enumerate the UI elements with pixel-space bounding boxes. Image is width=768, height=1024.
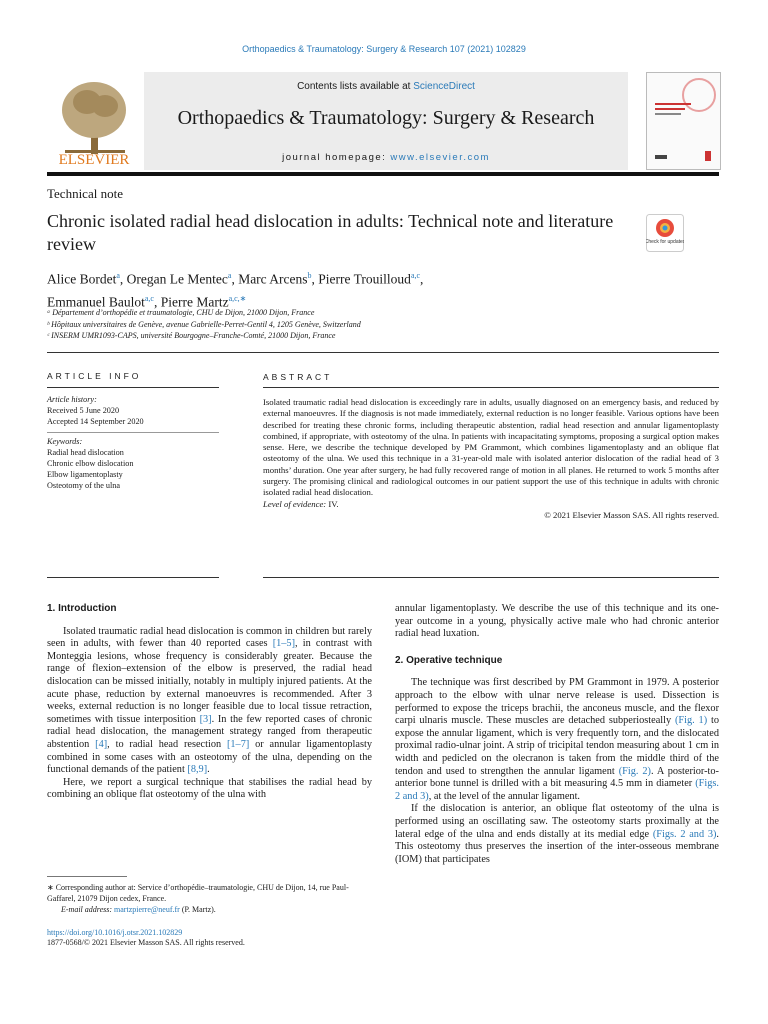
elsevier-logo bbox=[47, 72, 142, 170]
citation-link[interactable]: [8,9] bbox=[187, 764, 208, 776]
divider bbox=[263, 387, 719, 388]
header-rule bbox=[47, 172, 719, 176]
article-type: Technical note bbox=[47, 186, 123, 201]
svg-text:Check for updates: Check for updates bbox=[646, 239, 684, 245]
figure-link[interactable]: (Fig. 2) bbox=[618, 765, 651, 777]
affiliations bbox=[47, 307, 361, 342]
affiliation: ᵇ Hôpitaux universitaires de Genève, avenue Gabrielle-Perret-Gentil 4, 1205 Genève, Switzerland bbox=[47, 319, 361, 329]
email-link[interactable]: martzpierre@neuf.fr bbox=[114, 905, 180, 914]
doi-link[interactable]: https://doi.org/10.1016/j.otsr.2021.102829 bbox=[47, 928, 183, 937]
section-heading-introduction: 1. Introduction bbox=[47, 603, 117, 614]
accepted-date: Accepted 14 September 2020 bbox=[47, 417, 144, 426]
journal-banner bbox=[47, 72, 719, 170]
journal-reference[interactable]: Orthopaedics & Traumatology: Surgery & Research 107 (2021) 102829 bbox=[242, 44, 526, 54]
intro-paragraph-2: Here, we report a surgical technique that stabilises the radial head by combining an oblique flat osteotomy of the ulna with bbox=[47, 776, 372, 801]
check-for-updates-badge[interactable] bbox=[646, 214, 684, 252]
article-title: Chronic isolated radial head dislocation in adults: Technical note and literature review bbox=[47, 211, 614, 254]
article-info: Article history: Received 5 June 2020 Accepted 14 September 2020 Keywords: Radial head dislocation Chronic elbow dislocation Elbow ligamentoplasty Osteotomy of the ulna bbox=[47, 394, 219, 491]
citation-link[interactable]: [4] bbox=[95, 738, 108, 750]
author: Pierre Trouilloud bbox=[318, 271, 411, 287]
journal-title: Orthopaedics & Traumatology: Surgery & Research bbox=[177, 107, 595, 129]
publisher-name: ELSEVIER bbox=[58, 152, 130, 168]
journal-title-box bbox=[144, 72, 628, 170]
abstract-text: Isolated traumatic radial head dislocation is exceedingly rare in adults, usually diagnosed on an emergency basis, and reduced by external manoeuvres. If the diagnosis is not made immediately, external reduction is no longer feasible. Various options have been described for treating these chronic forms, including therapeutic abstention, radial head resection and annular ligamentoplasty combined, if appropriate, with osteotomy of the ulna. In patients with incapacitating symptoms, proposing a surgical option makes sense. Here, we describe the technique developed by PM Grammont, which combines ligamentoplasty and an oblique flat osteotomy of the ulna. We used this technique in a 31-year-old male with isolated anterior dislocation of the radial head of 3 months’ duration. One year after surgery, he had fully recovered range of motion in all planes. He returned to work 5 months after surgery. The promising clinical and radiological outcomes in our patient support the use of this technique in adults with chronic isolated radial head dislocation. bbox=[263, 397, 719, 498]
section-heading-operative: 2. Operative technique bbox=[395, 654, 503, 666]
divider bbox=[47, 577, 219, 578]
figure-link[interactable]: (Fig. 1) bbox=[675, 715, 708, 727]
author-list: Alice Bordet$^a$, Oregan Le Mentec$^a$, Marc Arcens$^b$, Pierre Trouilloud$^{a,c}$, Emmanuel Baulot$^{a,c}$, Pierre Martz$^{a,c,∗}$ bbox=[47, 271, 424, 309]
corresponding-author-footnote: ∗ Corresponding author at: Service d’orthopédie–traumatologie, CHU de Dijon, 14, rue Paul-Gaffarel, 21079 Dijon cedex, France. E-mail address: martzpierre@neuf.fr (P. Martz). bbox=[47, 883, 349, 914]
body-column-right bbox=[395, 603, 719, 866]
homepage-link[interactable]: www.elsevier.com bbox=[390, 152, 490, 163]
figure-link[interactable]: (Figs. 2 and 3) bbox=[652, 828, 717, 840]
footnote-divider bbox=[47, 876, 127, 877]
journal-homepage: journal homepage: www.elsevier.com bbox=[282, 152, 490, 163]
author: Pierre Martz bbox=[160, 294, 229, 309]
doi-block bbox=[47, 928, 245, 948]
body-column-left bbox=[47, 603, 372, 802]
contents-line: Contents lists available at ScienceDirect bbox=[297, 81, 475, 92]
keyword: Radial head dislocation bbox=[47, 448, 124, 457]
affiliation: ᶜ INSERM UMR1093-CAPS, université Bourgogne–Franche-Comté, 21000 Dijon, France bbox=[47, 331, 336, 340]
keyword: Chronic elbow dislocation bbox=[47, 459, 134, 468]
abstract-heading: ABSTRACT bbox=[263, 372, 333, 382]
affiliation: ᵃ Département d’orthopédie et traumatologie, CHU de Dijon, 21000 Dijon, France bbox=[47, 308, 315, 317]
citation-link[interactable]: [1–5] bbox=[272, 638, 296, 650]
author: Emmanuel Baulot bbox=[47, 294, 145, 309]
intro-paragraph-1: Isolated traumatic radial head dislocation is common in children but rarely seen in adults, with fewer than 40 reported cases [1–5], in contrast with Monteggia lesions, whose frequency is considerably greater. Because the range of flexion–extension of the elbow is preserved, the radial head dislocation can be missed initially, notably in multiply injured patients. At the acute phase, reduction by external manoeuvres is recommended. After 3 weeks, external reduction is no longer feasible due to local tissue retraction, sometimes with tissue interposition [3]. In the few reported cases of chronic radial head dislocation, the management strategy ranged from therapeutic abstention [4], to radial head resection [1–7] or annular ligamentoplasty combined in some cases with an osteotomy of the ulna, depending on the functional demands of the patient [8,9]. bbox=[47, 625, 373, 776]
operative-paragraph-1: The technique was first described by PM Grammont in 1979. A posterior approach to the elbow with ulnar nerve release is used. Dissection is performed to expose the triceps brachii, the anconeus muscle, and the flexor carpi ulnaris muscle. These muscles are detached subperiosteally (Fig. 1) to expose the annular ligament, which is very frequently torn, and the dislocated proximal radio-ulnar joint. A strip of tricipital tendon measuring about 1 cm in width and pedicled on the olecranon is taken from the middle third of the tendon and used to strengthen the annular ligament (Fig. 2). A posterior-to-anterior bone tunnel is drilled with a bit measuring 4.5 mm in diameter (Figs. 2 and 3), at the level of the annular ligament. bbox=[395, 677, 719, 802]
sciencedirect-link[interactable]: ScienceDirect bbox=[413, 81, 475, 92]
author: Oregan Le Mentec bbox=[126, 271, 228, 287]
article-info-heading: ARTICLE INFO bbox=[47, 371, 142, 381]
divider bbox=[263, 577, 719, 578]
figure-link[interactable]: (Figs. 2 and 3) bbox=[395, 778, 719, 802]
journal-cover-thumbnail bbox=[646, 72, 721, 170]
copyright: © 2021 Elsevier Masson SAS. All rights reserved. bbox=[544, 509, 719, 520]
author: Marc Arcens bbox=[238, 271, 308, 287]
keyword: Elbow ligamentoplasty bbox=[47, 470, 123, 479]
abstract-body: Isolated traumatic radial head dislocation is exceedingly rare in adults, usually diagnosed on an emergency basis, and reduced by external manoeuvres. If the diagnosis is not made immediately, external reduction is no longer feasible. Various options have been described for treating these chronic forms, including therapeutic abstention, radial head resection and annular ligamentoplasty combined, if appropriate, with osteotomy of the ulna. In patients with incapacitating symptoms, proposing a surgical option makes sense. Here, we describe the technique developed by PM Grammont, which combines ligamentoplasty and an oblique flat osteotomy of the ulna. We used this technique in a 31-year-old male with isolated anterior dislocation of the radial head of 3 months’ duration. One year after surgery, he had fully recovered range of motion in all planes. He returned to work 5 months after surgery. The promising clinical and radiological outcomes in our patient support the use of this technique in adults with chronic isolated radial head dislocation. Level of evidence: IV. © 2021 Elsevier Masson SAS. All rights reserved. bbox=[263, 397, 719, 520]
check-updates-icon bbox=[646, 214, 684, 252]
divider bbox=[47, 352, 719, 353]
received-date: Received 5 June 2020 bbox=[47, 406, 120, 415]
keyword: Osteotomy of the ulna bbox=[47, 481, 120, 490]
citation-link[interactable]: [3] bbox=[199, 713, 212, 725]
paragraph-continued: annular ligamentoplasty. We describe the use of this technique and its one-year outcome in a young, physically active male who had chronic anterior radial head luxation. bbox=[395, 603, 719, 640]
divider bbox=[47, 387, 219, 388]
author: Alice Bordet bbox=[47, 271, 117, 287]
issn-copyright: 1877-0568/© 2021 Elsevier Masson SAS. All rights reserved. bbox=[47, 938, 245, 947]
operative-paragraph-2: If the dislocation is anterior, an oblique flat osteotomy of the ulna is performed using an oscillating saw. The osteotomy starts proximally at the lateral edge of the ulna and ends distally at its medial edge (Figs. 2 and 3). This osteotomy thus preserves the insertion of the inter-osseous membrane (IOM) that participates bbox=[395, 803, 719, 865]
citation-link[interactable]: [1–7] bbox=[226, 738, 250, 750]
